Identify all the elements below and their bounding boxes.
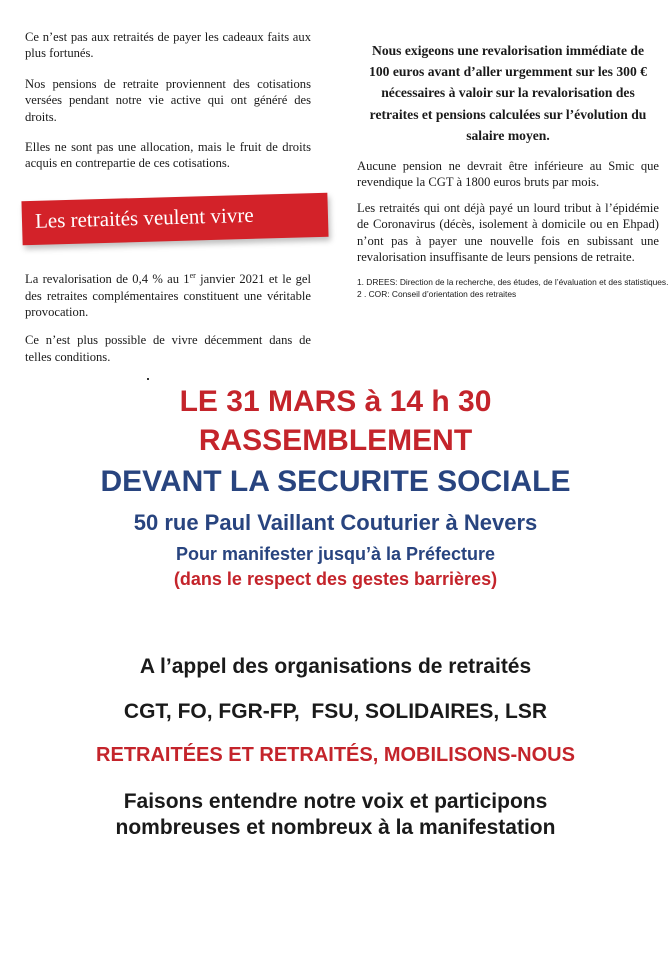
event-place: DEVANT LA SECURITE SOCIALE [100, 465, 571, 498]
event-address: 50 rue Paul Vaillant Couturier à Nevers [133, 510, 538, 535]
closing-line-2: nombreuses et nombreux à la manifestation [115, 816, 556, 839]
call-organisations: CGT, FO, FGR-FP, FSU, SOLIDAIRES, LSR [123, 700, 548, 723]
demand-text: Nous exigeons une revalorisation immédiate de 100 euros avant d’aller urgemment sur les 300 € nécessaires à valoir sur la revalorisation des retraites et pensions calculées sur l’évolution du salaire moyen. [369, 43, 647, 143]
left-paragraph-4-start: La revalorisation de 0,4 % au 1 [25, 272, 190, 287]
left-paragraph-4 [25, 268, 311, 320]
event-type: RASSEMBLEMENT [198, 424, 473, 457]
left-paragraph-2: Nos pensions de retraite proviennent des cotisations versées pendant notre vie active qui ont généré des droits. [25, 76, 311, 124]
right-paragraph-1: Aucune pension ne devrait être inférieure au Smic que revendique la CGT à 1800 euros bruts par mois. [357, 159, 659, 190]
left-paragraph-5: Ce n’est plus possible de vivre décemment dans de telles conditions. [25, 333, 311, 364]
stray-dot [147, 378, 149, 380]
event-date: LE 31 MARS à 14 h 30 [179, 385, 492, 418]
closing-line-1: Faisons entendre notre voix et participons [123, 790, 548, 813]
banner [21, 193, 328, 246]
call-intro: A l’appel des organisations de retraités [139, 655, 532, 678]
left-paragraph-4-end: janvier 2021 et le gel des retraites complémentaires constituent une véritable provocation. [25, 272, 311, 319]
left-paragraph-4-sup: er [189, 271, 196, 280]
banner-text: Les retraités veulent vivre [34, 202, 254, 233]
footnote-2: 2 . COR: Conseil d’orientation des retraites [357, 289, 517, 300]
right-paragraph-2: Les retraités qui ont déjà payé un lourd tribut à l’épidémie de Coronavirus (décès, isolement à domicile ou en Ehpad) n’ont pas à payer une nouvelle fois en subissant une revalorisation insuffisante de leurs pensions de retraite. [357, 200, 659, 265]
left-column-lower [25, 268, 311, 365]
left-paragraph-3: Elles ne sont pas une allocation, mais le fruit de droits acquis en contrepartie de ces cotisations. [25, 140, 311, 171]
left-paragraph-1: Ce n’est pas aux retraités de payer les cadeaux faits aux plus fortunés. [25, 30, 311, 61]
call-slogan: RETRAITÉES ET RETRAITÉS, MOBILISONS-NOUS [96, 744, 575, 766]
footnote-1: 1. DREES: Direction de la recherche, des études, de l’évaluation et des statistiques. [357, 277, 669, 288]
left-column [25, 29, 311, 172]
event-sanitary: (dans le respect des gestes barrières) [173, 569, 498, 589]
event-march: Pour manifester jusqu’à la Préfecture [175, 544, 496, 564]
right-column [357, 40, 669, 300]
